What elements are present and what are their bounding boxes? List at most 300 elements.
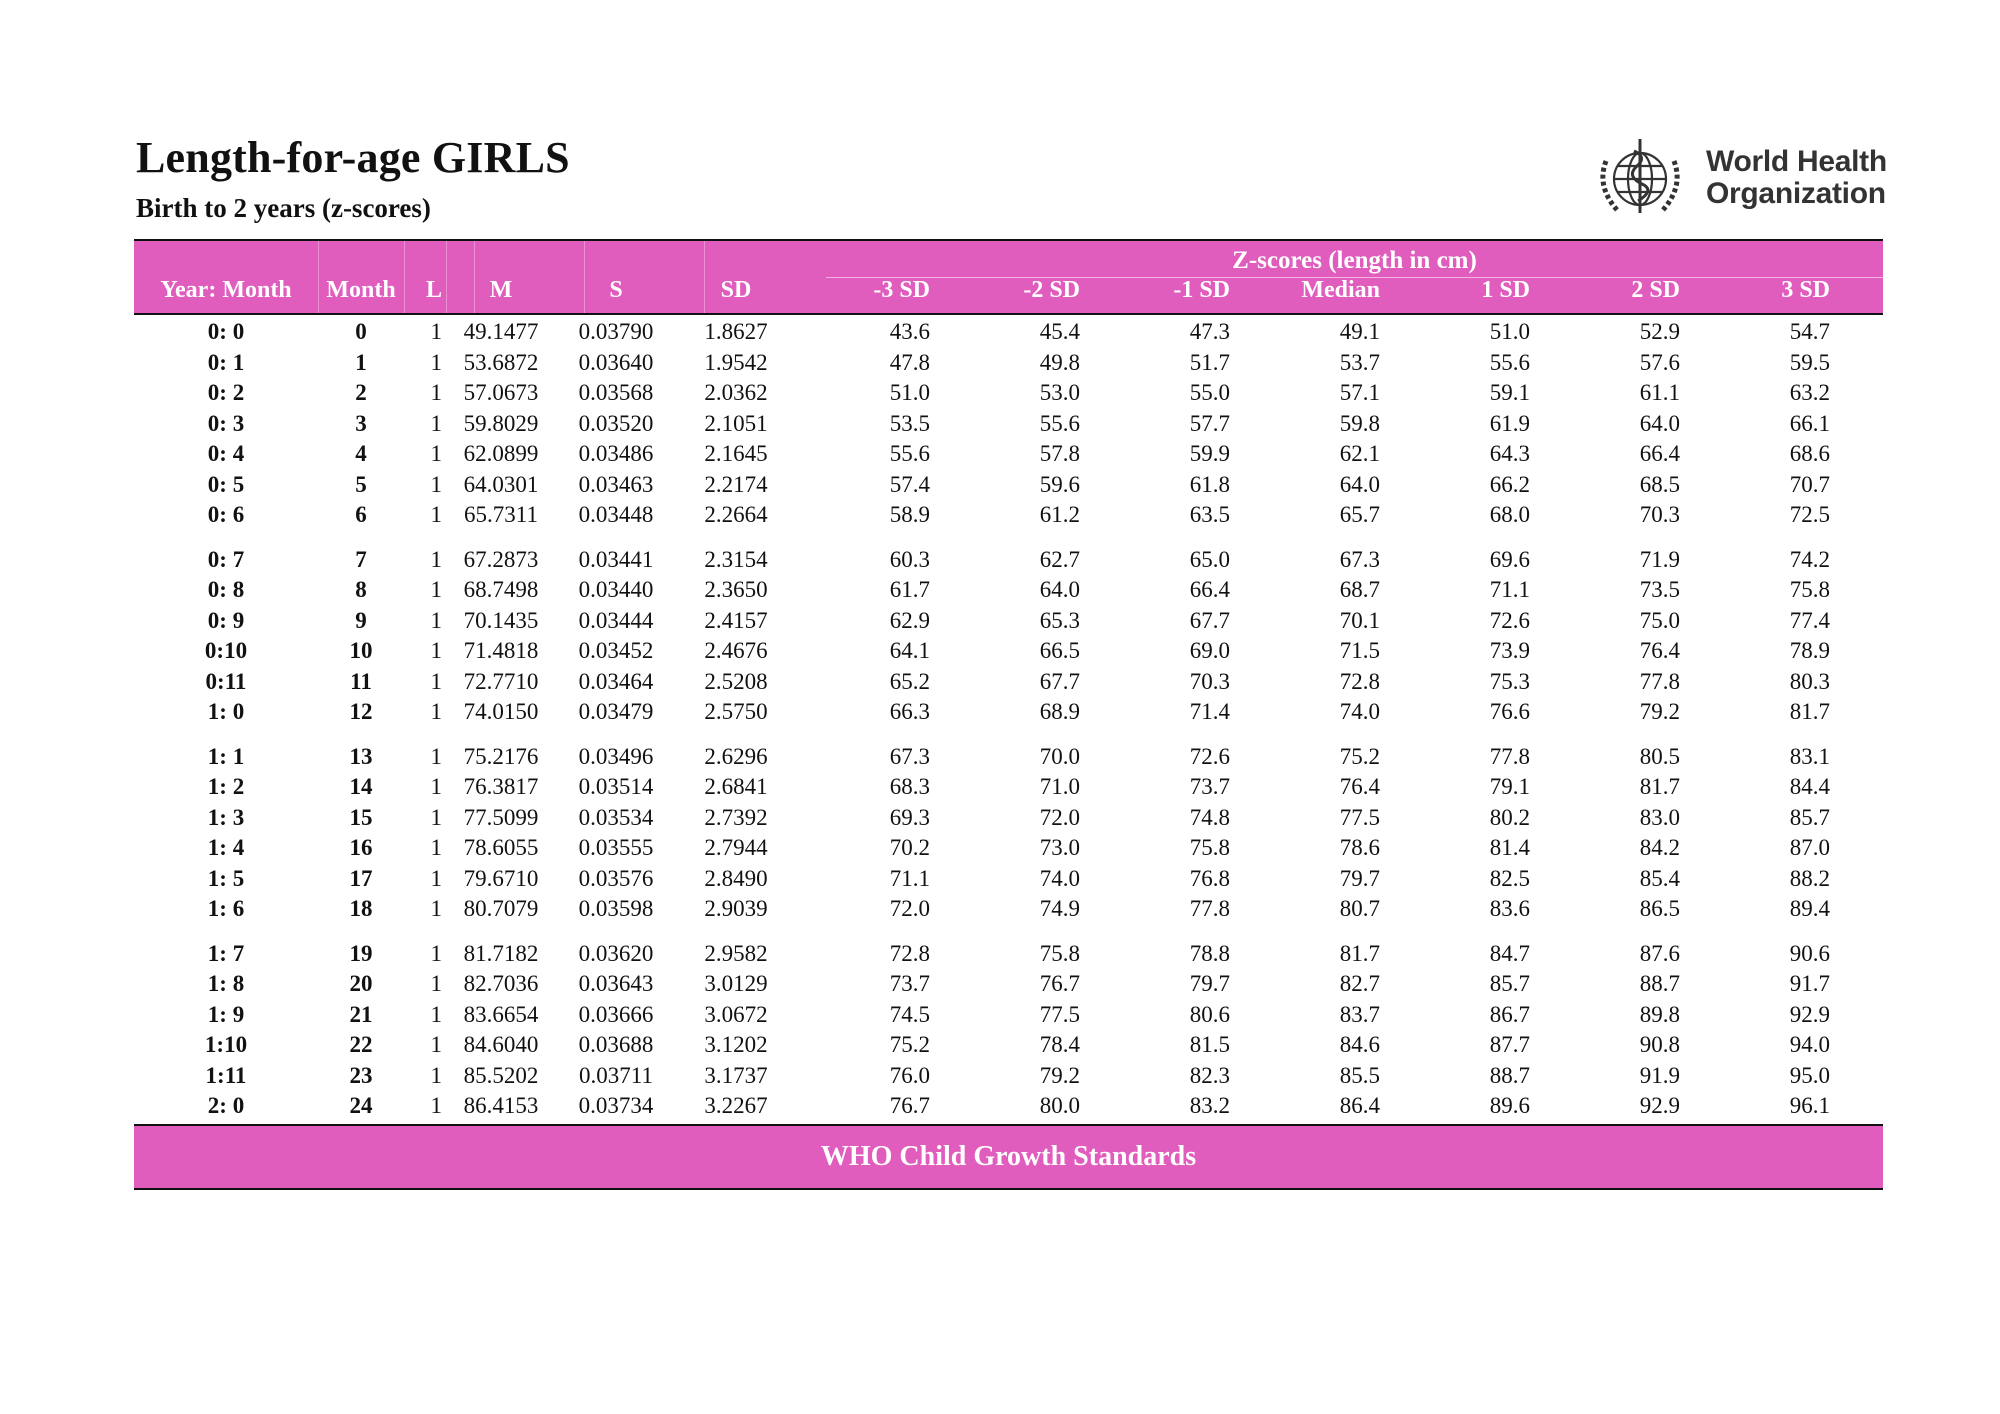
table-cell: 71.4818 xyxy=(463,638,539,663)
table-cell: 3.1737 xyxy=(704,1062,768,1088)
table-cell: 90.8 xyxy=(1639,1032,1680,1057)
table-cell: 1 xyxy=(430,638,442,663)
table-cell: 65.2 xyxy=(889,668,930,694)
table-cell: 85.5 xyxy=(1339,1062,1380,1088)
table-cell: 81.7 xyxy=(1789,699,1830,724)
table-cell: 2.6296 xyxy=(704,743,768,769)
table-cell: 70.2 xyxy=(889,835,930,860)
table-cell: 0.03440 xyxy=(578,577,654,602)
table-cell: 84.2 xyxy=(1639,835,1680,860)
table-cell: 67.7 xyxy=(1039,668,1080,694)
table-cell: 71.1 xyxy=(1489,577,1530,602)
table-cell: 70.7 xyxy=(1789,471,1830,497)
table-cell: 61.8 xyxy=(1189,471,1230,497)
table-cell: 76.6 xyxy=(1489,699,1530,724)
table-cell: 2 xyxy=(355,380,367,405)
table-cell: 87.0 xyxy=(1789,835,1830,860)
table-cell: 67.3 xyxy=(889,743,930,769)
table-row xyxy=(134,439,1883,470)
table-cell: 19 xyxy=(349,940,373,966)
table-cell: 15 xyxy=(349,804,373,830)
table-cell: 76.4 xyxy=(1339,774,1380,799)
table-cell: 0.03734 xyxy=(578,1093,654,1118)
table-cell: 1 xyxy=(430,699,442,724)
table-cell: 66.3 xyxy=(889,699,930,724)
table-cell: 88.2 xyxy=(1789,865,1830,891)
table-cell: 73.7 xyxy=(1189,774,1230,799)
table-cell: 95.0 xyxy=(1789,1062,1830,1088)
table-cell: 0.03666 xyxy=(578,1001,654,1027)
table-cell: 72.7710 xyxy=(463,668,539,694)
table-cell: 70.1435 xyxy=(463,607,539,633)
table-cell: 18 xyxy=(349,896,373,921)
table-cell: 4 xyxy=(355,441,367,466)
table-cell: 83.0 xyxy=(1639,804,1680,830)
table-cell: 2.1051 xyxy=(704,410,768,436)
table-cell: 53.6872 xyxy=(463,349,539,375)
table-cell: 77.8 xyxy=(1639,668,1680,694)
group-gap xyxy=(134,531,1883,545)
who-logo-text xyxy=(1706,146,1887,210)
table-cell: 66.1 xyxy=(1789,410,1830,436)
length-for-age-table xyxy=(134,239,1883,1190)
table-cell: 81.7182 xyxy=(463,940,539,966)
table-cell: 69.3 xyxy=(889,804,930,830)
table-cell: 1 xyxy=(430,410,442,436)
table-cell: 87.6 xyxy=(1639,940,1680,966)
table-row xyxy=(134,1000,1883,1031)
table-row xyxy=(134,575,1883,606)
table-cell: 84.6 xyxy=(1339,1032,1380,1057)
table-cell: 51.0 xyxy=(1489,319,1530,344)
table-cell: 1: 4 xyxy=(207,835,245,860)
column-header: 3 SD xyxy=(1781,277,1830,303)
table-cell: 79.6710 xyxy=(463,865,539,891)
table-cell: 85.4 xyxy=(1639,865,1680,891)
table-cell: 8 xyxy=(355,577,367,602)
table-row xyxy=(134,409,1883,440)
column-header-row xyxy=(134,277,1883,311)
table-cell: 0: 4 xyxy=(207,441,245,466)
logo-line-1: World Health xyxy=(1706,145,1887,178)
table-cell: 78.8 xyxy=(1189,940,1230,966)
table-row xyxy=(134,939,1883,970)
table-cell: 1.8627 xyxy=(704,319,768,344)
table-cell: 76.3817 xyxy=(463,774,539,799)
table-cell: 74.8 xyxy=(1189,804,1230,830)
table-cell: 72.8 xyxy=(889,940,930,966)
table-cell: 84.6040 xyxy=(463,1032,539,1057)
table-cell: 2: 0 xyxy=(207,1093,245,1118)
zscore-group-label: Z-scores (length in cm) xyxy=(1232,247,1477,274)
table-cell: 72.6 xyxy=(1489,607,1530,633)
table-cell: 88.7 xyxy=(1639,971,1680,996)
table-cell: 66.4 xyxy=(1189,577,1230,602)
table-cell: 79.1 xyxy=(1489,774,1530,799)
table-cell: 3 xyxy=(355,410,367,436)
table-cell: 60.3 xyxy=(889,546,930,572)
table-cell: 68.7498 xyxy=(463,577,539,602)
table-cell: 1: 9 xyxy=(207,1001,245,1027)
table-cell: 64.0301 xyxy=(463,471,539,497)
table-cell: 2.4676 xyxy=(704,638,768,663)
column-header: -2 SD xyxy=(1023,277,1080,303)
table-cell: 58.9 xyxy=(889,502,930,527)
table-cell: 1 xyxy=(430,502,442,527)
table-cell: 73.0 xyxy=(1039,835,1080,860)
table-cell: 1: 0 xyxy=(207,699,245,724)
table-cell: 5 xyxy=(355,471,367,497)
table-cell: 81.4 xyxy=(1489,835,1530,860)
table-cell: 62.7 xyxy=(1039,546,1080,572)
table-cell: 78.6055 xyxy=(463,835,539,860)
table-cell: 0: 2 xyxy=(207,380,245,405)
table-cell: 1: 1 xyxy=(207,743,245,769)
table-cell: 1: 5 xyxy=(207,865,245,891)
table-cell: 59.6 xyxy=(1039,471,1080,497)
table-cell: 57.7 xyxy=(1189,410,1230,436)
table-cell: 1 xyxy=(430,1001,442,1027)
table-cell: 88.7 xyxy=(1489,1062,1530,1088)
table-cell: 79.2 xyxy=(1039,1062,1080,1088)
table-cell: 2.5750 xyxy=(704,699,768,724)
table-cell: 0.03463 xyxy=(578,471,654,497)
table-cell: 1 xyxy=(430,349,442,375)
table-cell: 80.3 xyxy=(1789,668,1830,694)
table-cell: 72.5 xyxy=(1789,502,1830,527)
table-cell: 72.0 xyxy=(1039,804,1080,830)
table-cell: 1: 3 xyxy=(207,804,245,830)
table-cell: 2.3154 xyxy=(704,546,768,572)
table-cell: 61.1 xyxy=(1639,380,1680,405)
table-cell: 57.0673 xyxy=(463,380,539,405)
table-cell: 84.4 xyxy=(1789,774,1830,799)
table-cell: 66.2 xyxy=(1489,471,1530,497)
table-cell: 65.0 xyxy=(1189,546,1230,572)
table-cell: 79.7 xyxy=(1339,865,1380,891)
table-cell: 0.03479 xyxy=(578,699,654,724)
table-cell: 67.2873 xyxy=(463,546,539,572)
page-subtitle: Birth to 2 years (z-scores) xyxy=(136,193,431,223)
table-row xyxy=(134,378,1883,409)
table-cell: 51.7 xyxy=(1189,349,1230,375)
table-cell: 0.03568 xyxy=(578,380,654,405)
table-cell: 0.03576 xyxy=(578,865,654,891)
table-cell: 2.1645 xyxy=(704,441,768,466)
table-cell: 61.9 xyxy=(1489,410,1530,436)
table-cell: 0: 5 xyxy=(207,471,245,497)
table-cell: 2.7944 xyxy=(704,835,768,860)
table-cell: 73.7 xyxy=(889,971,930,996)
table-cell: 91.7 xyxy=(1789,971,1830,996)
table-cell: 0:10 xyxy=(204,638,248,663)
table-cell: 66.5 xyxy=(1039,638,1080,663)
table-cell: 70.0 xyxy=(1039,743,1080,769)
table-cell: 82.3 xyxy=(1189,1062,1230,1088)
table-row xyxy=(134,636,1883,667)
table-cell: 53.7 xyxy=(1339,349,1380,375)
table-cell: 47.3 xyxy=(1189,319,1230,344)
table-cell: 79.2 xyxy=(1639,699,1680,724)
table-row xyxy=(134,833,1883,864)
table-cell: 92.9 xyxy=(1639,1093,1680,1118)
group-gap xyxy=(134,925,1883,939)
table-row xyxy=(134,1091,1883,1122)
table-cell: 92.9 xyxy=(1789,1001,1830,1027)
table-cell: 90.6 xyxy=(1789,940,1830,966)
table-header xyxy=(134,241,1883,315)
table-cell: 1 xyxy=(430,774,442,799)
table-cell: 1 xyxy=(430,577,442,602)
table-cell: 66.4 xyxy=(1639,441,1680,466)
table-cell: 1 xyxy=(430,1093,442,1118)
table-cell: 71.4 xyxy=(1189,699,1230,724)
table-cell: 62.9 xyxy=(889,607,930,633)
table-cell: 84.7 xyxy=(1489,940,1530,966)
table-cell: 16 xyxy=(349,835,373,860)
table-cell: 63.5 xyxy=(1189,502,1230,527)
table-cell: 2.9582 xyxy=(704,940,768,966)
table-cell: 0:11 xyxy=(205,668,247,694)
table-cell: 70.3 xyxy=(1639,502,1680,527)
table-cell: 9 xyxy=(355,607,367,633)
table-cell: 75.2176 xyxy=(463,743,539,769)
table-cell: 22 xyxy=(349,1032,373,1057)
column-header: Median xyxy=(1301,277,1380,303)
table-cell: 1 xyxy=(430,743,442,769)
table-cell: 51.0 xyxy=(889,380,930,405)
table-cell: 1 xyxy=(430,971,442,996)
table-cell: 75.8 xyxy=(1189,835,1230,860)
table-cell: 82.7036 xyxy=(463,971,539,996)
table-cell: 83.7 xyxy=(1339,1001,1380,1027)
table-body xyxy=(134,315,1883,1122)
table-cell: 73.5 xyxy=(1639,577,1680,602)
table-cell: 20 xyxy=(349,971,373,996)
table-cell: 68.0 xyxy=(1489,502,1530,527)
table-cell: 74.9 xyxy=(1039,896,1080,921)
table-cell: 75.0 xyxy=(1639,607,1680,633)
table-cell: 23 xyxy=(349,1062,373,1088)
table-cell: 68.7 xyxy=(1339,577,1380,602)
column-header: 1 SD xyxy=(1481,277,1530,303)
table-cell: 55.6 xyxy=(1039,410,1080,436)
table-cell: 74.2 xyxy=(1789,546,1830,572)
table-cell: 3.0672 xyxy=(704,1001,768,1027)
table-row xyxy=(134,1061,1883,1092)
column-header: -3 SD xyxy=(873,277,930,303)
table-cell: 0: 7 xyxy=(207,546,245,572)
table-cell: 2.0362 xyxy=(704,380,768,405)
table-cell: 1:11 xyxy=(205,1062,247,1088)
table-cell: 1 xyxy=(430,471,442,497)
table-cell: 0: 3 xyxy=(207,410,245,436)
table-cell: 49.1477 xyxy=(463,319,539,344)
table-cell: 2.2174 xyxy=(704,471,768,497)
table-cell: 1: 7 xyxy=(207,940,245,966)
table-cell: 71.9 xyxy=(1639,546,1680,572)
table-row xyxy=(134,1030,1883,1061)
table-cell: 3.1202 xyxy=(704,1032,768,1057)
table-cell: 57.1 xyxy=(1339,380,1380,405)
table-cell: 0.03496 xyxy=(578,743,654,769)
table-cell: 59.9 xyxy=(1189,441,1230,466)
table-cell: 7 xyxy=(355,546,367,572)
table-cell: 0.03452 xyxy=(578,638,654,663)
table-cell: 85.7 xyxy=(1789,804,1830,830)
table-cell: 89.4 xyxy=(1789,896,1830,921)
table-row xyxy=(134,606,1883,637)
table-cell: 81.5 xyxy=(1189,1032,1230,1057)
table-cell: 71.0 xyxy=(1039,774,1080,799)
table-cell: 21 xyxy=(349,1001,373,1027)
table-cell: 0.03598 xyxy=(578,896,654,921)
table-cell: 1 xyxy=(430,940,442,966)
table-row xyxy=(134,742,1883,773)
table-cell: 75.8 xyxy=(1039,940,1080,966)
table-cell: 59.8029 xyxy=(463,410,539,436)
logo-line-2: Organization xyxy=(1706,177,1886,210)
table-cell: 2.4157 xyxy=(704,607,768,633)
table-cell: 81.7 xyxy=(1639,774,1680,799)
table-cell: 0: 1 xyxy=(207,349,245,375)
table-cell: 77.8 xyxy=(1489,743,1530,769)
table-cell: 70.3 xyxy=(1189,668,1230,694)
table-cell: 0.03620 xyxy=(578,940,654,966)
table-cell: 86.5 xyxy=(1639,896,1680,921)
table-cell: 69.0 xyxy=(1189,638,1230,663)
table-cell: 65.7311 xyxy=(464,502,538,527)
table-cell: 1:10 xyxy=(204,1032,248,1057)
table-cell: 78.9 xyxy=(1789,638,1830,663)
table-cell: 13 xyxy=(349,743,373,769)
table-cell: 72.0 xyxy=(889,896,930,921)
table-cell: 0.03448 xyxy=(578,502,654,527)
table-cell: 2.2664 xyxy=(704,502,768,527)
table-cell: 74.0 xyxy=(1339,699,1380,724)
table-cell: 71.1 xyxy=(889,865,930,891)
table-cell: 62.1 xyxy=(1339,441,1380,466)
table-cell: 3.2267 xyxy=(704,1093,768,1118)
table-cell: 0.03444 xyxy=(578,607,654,633)
table-cell: 0.03514 xyxy=(578,774,654,799)
table-cell: 1 xyxy=(430,668,442,694)
table-cell: 1 xyxy=(430,380,442,405)
table-cell: 74.5 xyxy=(889,1001,930,1027)
table-row xyxy=(134,864,1883,895)
table-cell: 0.03711 xyxy=(579,1062,653,1088)
table-cell: 57.4 xyxy=(889,471,930,497)
table-cell: 61.7 xyxy=(889,577,930,602)
table-cell: 68.9 xyxy=(1039,699,1080,724)
table-cell: 14 xyxy=(349,774,373,799)
table-cell: 0: 9 xyxy=(207,607,245,633)
table-cell: 0.03643 xyxy=(578,971,654,996)
table-cell: 80.6 xyxy=(1189,1001,1230,1027)
table-row xyxy=(134,969,1883,1000)
table-row xyxy=(134,470,1883,501)
table-cell: 61.2 xyxy=(1039,502,1080,527)
table-cell: 0.03640 xyxy=(578,349,654,375)
table-cell: 0.03441 xyxy=(578,546,654,572)
table-cell: 0.03555 xyxy=(578,835,654,860)
table-row xyxy=(134,545,1883,576)
table-cell: 76.0 xyxy=(889,1062,930,1088)
table-cell: 1 xyxy=(430,319,442,344)
table-cell: 0.03520 xyxy=(578,410,654,436)
table-cell: 0.03790 xyxy=(578,319,654,344)
table-cell: 80.0 xyxy=(1039,1093,1080,1118)
table-row xyxy=(134,667,1883,698)
column-header: 2 SD xyxy=(1631,277,1680,303)
table-cell: 83.6654 xyxy=(463,1001,539,1027)
table-cell: 80.5 xyxy=(1639,743,1680,769)
table-cell: 64.3 xyxy=(1489,441,1530,466)
table-cell: 2.7392 xyxy=(704,804,768,830)
group-gap xyxy=(134,728,1883,742)
table-cell: 85.5202 xyxy=(463,1062,539,1088)
table-row xyxy=(134,894,1883,925)
table-cell: 83.1 xyxy=(1789,743,1830,769)
table-cell: 70.1 xyxy=(1339,607,1380,633)
column-header: S xyxy=(609,277,623,303)
page-title: Length-for-age GIRLS xyxy=(136,133,570,182)
table-cell: 80.2 xyxy=(1489,804,1530,830)
table-cell: 67.7 xyxy=(1189,607,1230,633)
table-cell: 1 xyxy=(355,349,367,375)
table-cell: 0.03534 xyxy=(578,804,654,830)
table-cell: 0: 8 xyxy=(207,577,245,602)
table-cell: 87.7 xyxy=(1489,1032,1530,1057)
table-cell: 68.3 xyxy=(889,774,930,799)
table-cell: 6 xyxy=(355,502,367,527)
table-cell: 1 xyxy=(430,896,442,921)
column-header: Month xyxy=(326,277,396,303)
table-row xyxy=(134,772,1883,803)
column-header: Year: Month xyxy=(160,277,292,303)
table-cell: 80.7 xyxy=(1339,896,1380,921)
table-cell: 1: 6 xyxy=(207,896,245,921)
table-cell: 86.7 xyxy=(1489,1001,1530,1027)
table-cell: 69.6 xyxy=(1489,546,1530,572)
table-cell: 0: 0 xyxy=(207,319,245,344)
table-cell: 62.0899 xyxy=(463,441,539,466)
table-cell: 85.7 xyxy=(1489,971,1530,996)
table-row xyxy=(134,500,1883,531)
table-cell: 54.7 xyxy=(1789,319,1830,344)
table-cell: 79.7 xyxy=(1189,971,1230,996)
table-cell: 57.8 xyxy=(1039,441,1080,466)
table-row xyxy=(134,348,1883,379)
table-cell: 59.8 xyxy=(1339,410,1380,436)
table-cell: 1: 2 xyxy=(207,774,245,799)
table-cell: 76.7 xyxy=(889,1093,930,1118)
table-cell: 82.5 xyxy=(1489,865,1530,891)
table-cell: 75.2 xyxy=(889,1032,930,1057)
table-cell: 74.0150 xyxy=(463,699,539,724)
table-cell: 89.6 xyxy=(1489,1093,1530,1118)
table-cell: 80.7079 xyxy=(463,896,539,921)
table-cell: 72.8 xyxy=(1339,668,1380,694)
table-cell: 49.1 xyxy=(1339,319,1380,344)
table-cell: 74.0 xyxy=(1039,865,1080,891)
table-cell: 82.7 xyxy=(1339,971,1380,996)
table-cell: 65.3 xyxy=(1039,607,1080,633)
table-cell: 89.8 xyxy=(1639,1001,1680,1027)
table-cell: 83.6 xyxy=(1489,896,1530,921)
table-cell: 17 xyxy=(349,865,373,891)
table-cell: 55.0 xyxy=(1189,380,1230,405)
